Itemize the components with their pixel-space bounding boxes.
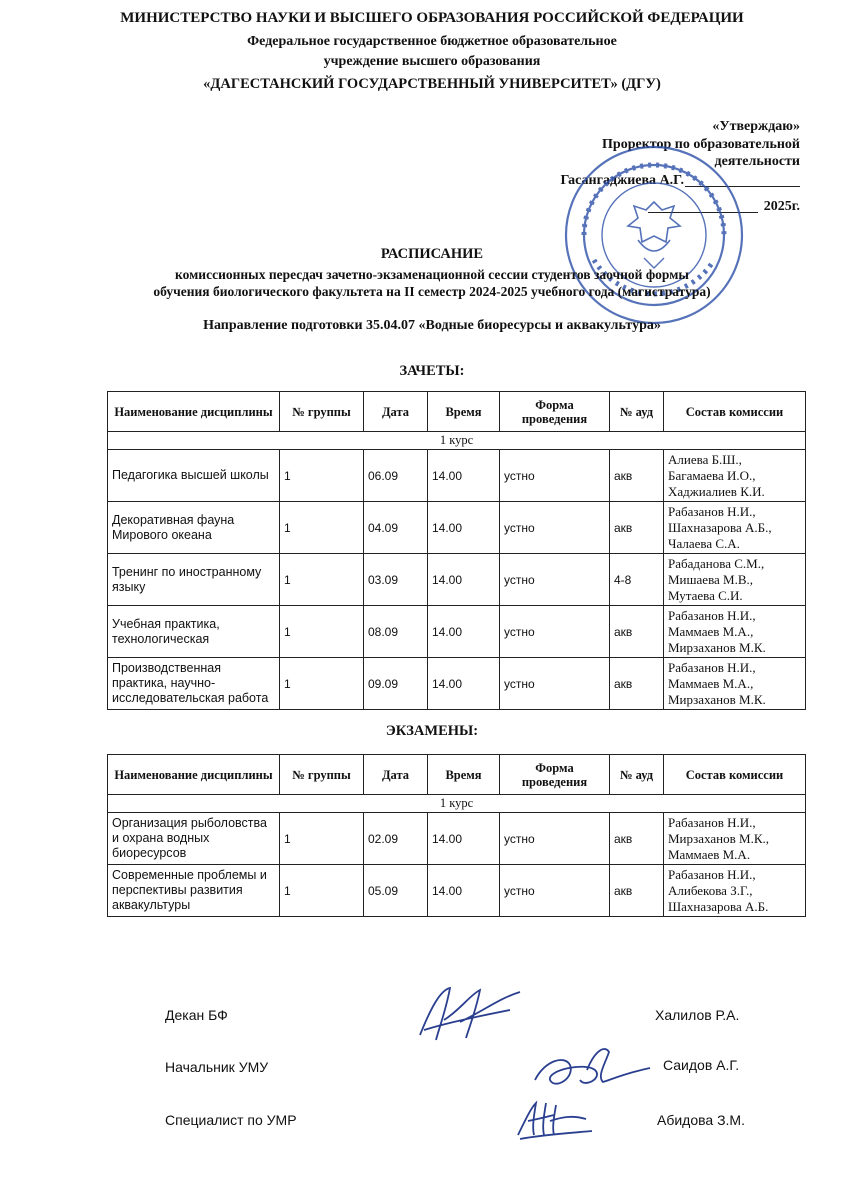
- table-row: [108, 606, 806, 658]
- discipline-cell: Производственная практика, научно-исследовательская работа: [108, 658, 280, 710]
- form-cell: устно: [500, 450, 610, 502]
- commission-member: Мутаева С.И.: [668, 587, 743, 603]
- institution-line-1: Федеральное государственное бюджетное образовательное: [247, 34, 617, 49]
- schedule-heading: РАСПИСАНИЕ: [380, 246, 484, 262]
- date-cell: 04.09: [364, 502, 428, 554]
- form-cell: устно: [500, 865, 610, 917]
- handwritten-signature-umr: [510, 1095, 600, 1145]
- schedule-subtitle: [0, 266, 864, 300]
- group-cell: 1: [280, 658, 364, 710]
- col-group-header: № группы: [280, 392, 364, 432]
- table-row: [108, 658, 806, 710]
- group-cell: 1: [280, 865, 364, 917]
- time-cell: 14.00: [428, 606, 500, 658]
- room-cell: акв: [610, 450, 664, 502]
- date-cell: 06.09: [364, 450, 428, 502]
- university-name: «ДАГЕСТАНСКИЙ ГОСУДАРСТВЕННЫЙ УНИВЕРСИТЕТ» (ДГУ): [203, 76, 661, 92]
- form-cell: устно: [500, 606, 610, 658]
- time-cell: 14.00: [428, 813, 500, 865]
- commission-cell: [664, 658, 806, 710]
- date-cell: 03.09: [364, 554, 428, 606]
- discipline-cell: Педагогика высшей школы: [108, 450, 280, 502]
- col-name-header: Наименование дисциплины: [108, 392, 280, 432]
- time-cell: 14.00: [428, 502, 500, 554]
- commission-member: Мирзаханов М.К.,: [668, 830, 770, 846]
- signature-name-umu: Саидов А.Г.: [663, 1057, 740, 1073]
- commission-member: Багамаева И.О.,: [668, 467, 756, 483]
- schedule-subtitle-line-1: комиссионных пересдач зачетно-экзаменационной сессии студентов заочной формы: [175, 267, 689, 282]
- col-room-header: № ауд: [610, 755, 664, 795]
- date-cell: 02.09: [364, 813, 428, 865]
- signature-role-umu: Начальник УМУ: [165, 1059, 269, 1075]
- col-date-header: Дата: [364, 392, 428, 432]
- signature-name-umr: Абидова З.М.: [657, 1112, 745, 1128]
- form-cell: устно: [500, 554, 610, 606]
- group-cell: 1: [280, 813, 364, 865]
- col-group-header: № группы: [280, 755, 364, 795]
- col-commission-header: Состав комиссии: [664, 392, 806, 432]
- university-seal: [554, 140, 754, 330]
- group-cell: 1: [280, 450, 364, 502]
- ekzameny-section-title: ЭКЗАМЕНЫ:: [385, 723, 479, 739]
- course-label: 1 курс: [108, 432, 806, 450]
- commission-cell: [664, 554, 806, 606]
- group-cell: 1: [280, 502, 364, 554]
- commission-member: Алиева Б.Ш.,: [668, 451, 742, 467]
- signature-role-dean: Декан БФ: [165, 1007, 228, 1023]
- course-row: [108, 432, 806, 450]
- commission-member: Шахназарова А.Б.: [668, 898, 769, 914]
- commission-member: Маммаев М.А.,: [668, 675, 754, 691]
- commission-member: Рабазанов Н.И.,: [668, 866, 756, 882]
- time-cell: 14.00: [428, 450, 500, 502]
- ekzameny-table: [107, 754, 806, 917]
- commission-member: Рабазанов Н.И.,: [668, 659, 756, 675]
- col-form-header: Форма проведения: [500, 755, 610, 795]
- room-cell: акв: [610, 813, 664, 865]
- time-cell: 14.00: [428, 865, 500, 917]
- table-row: [108, 865, 806, 917]
- table-row: [108, 502, 806, 554]
- col-date-header: Дата: [364, 755, 428, 795]
- group-cell: 1: [280, 554, 364, 606]
- table-row: [108, 450, 806, 502]
- room-cell: акв: [610, 502, 664, 554]
- signature-name-dean: Халилов Р.А.: [655, 1007, 740, 1023]
- col-form-header: Форма проведения: [500, 392, 610, 432]
- commission-cell: [664, 865, 806, 917]
- discipline-cell: Организация рыболовства и охрана водных биоресурсов: [108, 813, 280, 865]
- ministry-heading: МИНИСТЕРСТВО НАУКИ И ВЫСШЕГО ОБРАЗОВАНИЯ РОССИЙСКОЙ ФЕДЕРАЦИИ: [120, 10, 744, 26]
- table-header-row: [108, 392, 806, 432]
- handwritten-signature-dean: [400, 980, 540, 1050]
- col-commission-header: Состав комиссии: [664, 755, 806, 795]
- commission-member: Маммаев М.А.: [668, 846, 751, 862]
- approver-position: Проректор по образовательной деятельности: [602, 137, 800, 169]
- course-label: 1 курс: [108, 795, 806, 813]
- commission-cell: [664, 502, 806, 554]
- discipline-cell: Современные проблемы и перспективы развития аквакультуры: [108, 865, 280, 917]
- form-cell: устно: [500, 813, 610, 865]
- study-direction: Направление подготовки 35.04.07 «Водные биоресурсы и аквакультура»: [203, 318, 661, 333]
- commission-cell: [664, 450, 806, 502]
- commission-member: Алибекова З.Г.,: [668, 882, 753, 898]
- commission-member: Чалаева С.А.: [668, 535, 740, 551]
- zachety-section-title: ЗАЧЕТЫ:: [399, 363, 465, 379]
- table-header-row: [108, 755, 806, 795]
- commission-member: Хаджиалиев К.И.: [668, 483, 765, 499]
- col-time-header: Время: [428, 392, 500, 432]
- schedule-subtitle-line-2: обучения биологического факультета на II семестр 2024-2025 учебного года (магистратура): [153, 284, 711, 299]
- commission-member: Маммаев М.А.,: [668, 623, 754, 639]
- zachety-table: [107, 391, 806, 710]
- commission-member: Мирзаханов М.К.: [668, 639, 766, 655]
- table-row: [108, 554, 806, 606]
- handwritten-signature-umu: [525, 1040, 655, 1100]
- col-room-header: № ауд: [610, 392, 664, 432]
- date-cell: 09.09: [364, 658, 428, 710]
- commission-member: Мишаева М.В.,: [668, 571, 754, 587]
- discipline-cell: Учебная практика, технологическая: [108, 606, 280, 658]
- time-cell: 14.00: [428, 554, 500, 606]
- signature-role-umr: Специалист по УМР: [165, 1112, 297, 1128]
- form-cell: устно: [500, 658, 610, 710]
- date-cell: 08.09: [364, 606, 428, 658]
- commission-cell: [664, 606, 806, 658]
- approval-date: 2025г.: [763, 199, 800, 214]
- discipline-cell: Тренинг по иностранному языку: [108, 554, 280, 606]
- room-cell: акв: [610, 606, 664, 658]
- commission-member: Рабаданова С.М.,: [668, 555, 765, 571]
- room-cell: акв: [610, 658, 664, 710]
- col-time-header: Время: [428, 755, 500, 795]
- commission-member: Рабазанов Н.И.,: [668, 503, 756, 519]
- group-cell: 1: [280, 606, 364, 658]
- institution-line-2: учреждение высшего образования: [323, 54, 541, 69]
- commission-member: Мирзаханов М.К.: [668, 691, 766, 707]
- commission-cell: [664, 813, 806, 865]
- commission-member: Рабазанов Н.И.,: [668, 814, 756, 830]
- course-row: [108, 795, 806, 813]
- approve-label: «Утверждаю»: [712, 119, 800, 134]
- discipline-cell: Декоративная фауна Мирового океана: [108, 502, 280, 554]
- commission-member: Шахназарова А.Б.,: [668, 519, 772, 535]
- room-cell: акв: [610, 865, 664, 917]
- form-cell: устно: [500, 502, 610, 554]
- time-cell: 14.00: [428, 658, 500, 710]
- col-name-header: Наименование дисциплины: [108, 755, 280, 795]
- approver-name: Гасангаджиева А.Г.: [560, 173, 684, 188]
- commission-member: Рабазанов Н.И.,: [668, 607, 756, 623]
- date-cell: 05.09: [364, 865, 428, 917]
- room-cell: 4-8: [610, 554, 664, 606]
- table-row: [108, 813, 806, 865]
